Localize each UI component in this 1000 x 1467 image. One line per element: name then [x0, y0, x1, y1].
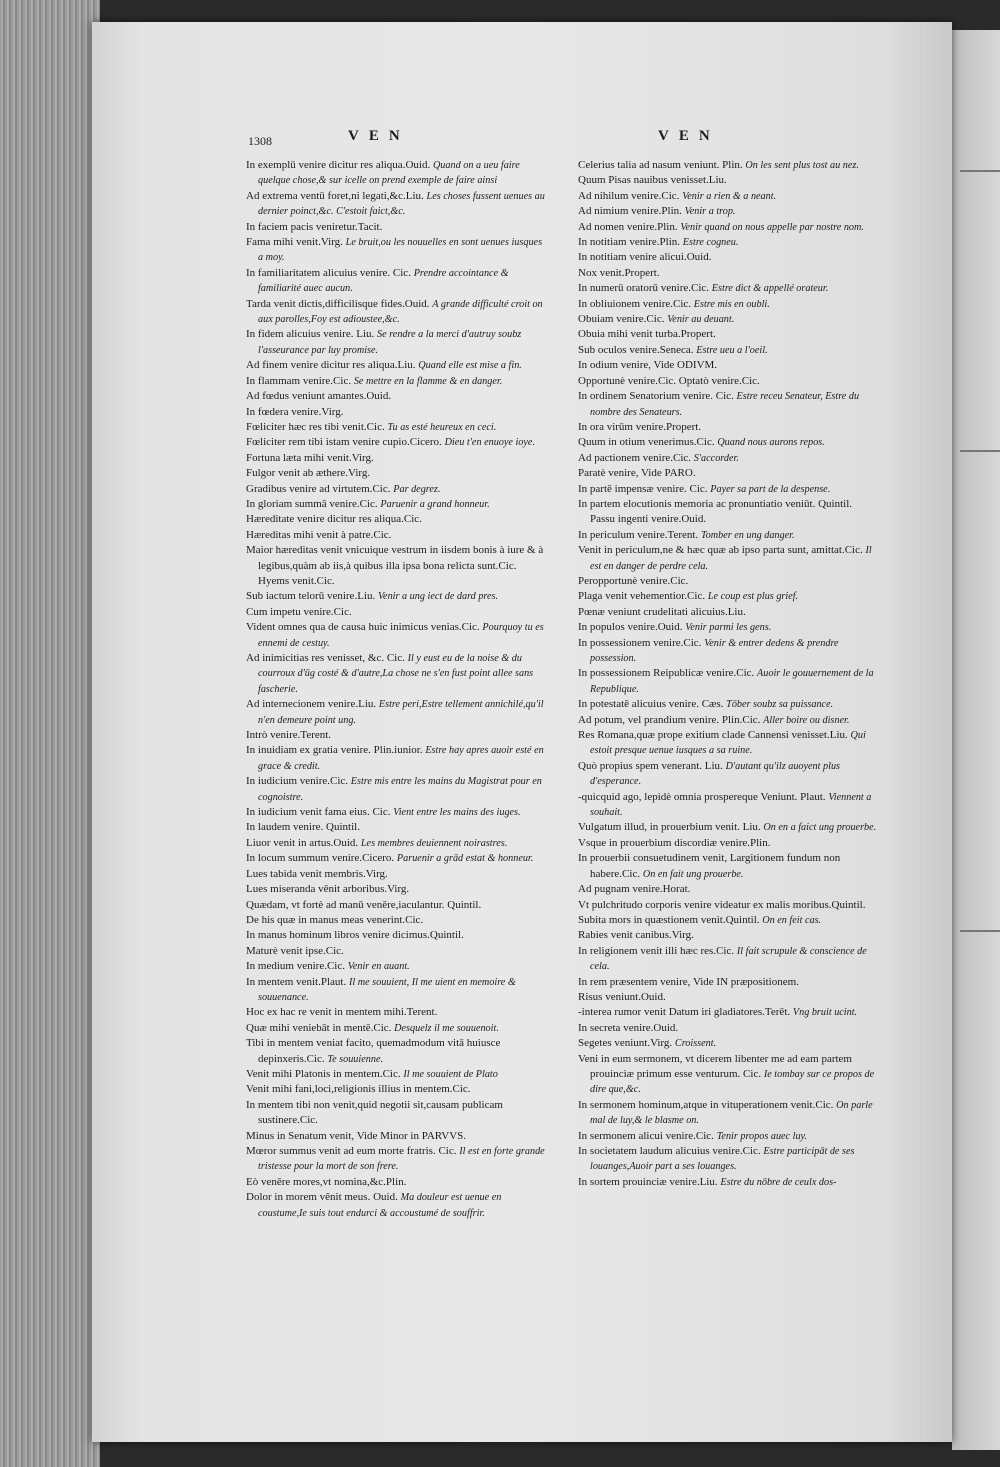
french-gloss: Dieu t'en enuoye ioye.	[444, 437, 535, 449]
french-gloss: Tomber en ung danger.	[700, 529, 795, 541]
french-gloss: Qui estoit presque uenue iusques a sa ruine.	[590, 730, 866, 757]
dictionary-entry	[578, 820, 878, 835]
french-gloss: Se mettre en la flamme & en danger.	[353, 375, 503, 387]
latin-text: Venit mihi fani,loci,religionis illius in mentem.Cic.	[246, 1083, 471, 1096]
latin-text: In populos venire.Ouid.	[578, 621, 683, 634]
dictionary-entry	[578, 697, 878, 712]
dictionary-entry	[246, 651, 546, 697]
latin-text: In iudicium venire.Cic.	[246, 775, 349, 788]
french-gloss: Estre mis en oubli.	[693, 298, 770, 310]
french-gloss: Tōber soubz sa puissance.	[726, 699, 834, 711]
french-gloss: Estre du nōbre de ceulx dos-	[720, 1176, 837, 1188]
french-gloss: Quand nous aurons repos.	[717, 437, 825, 449]
dictionary-entry	[246, 1082, 546, 1097]
latin-text: Ad pugnam venire.Horat.	[578, 883, 691, 896]
dictionary-entry	[578, 281, 878, 296]
latin-text: Ad pactionem venire.Cic.	[578, 451, 692, 464]
french-gloss: Les membres deuiennent noirastres.	[360, 837, 508, 849]
dictionary-entry	[578, 1005, 878, 1020]
french-gloss: Le coup est plus grief.	[707, 591, 799, 603]
dictionary-entry	[246, 867, 546, 882]
latin-text: Intrò venire.Terent.	[246, 729, 332, 742]
latin-text: Segetes veniunt.Virg.	[578, 1037, 673, 1050]
french-gloss: On en fait ung prouerbe.	[642, 868, 744, 880]
french-gloss: Aller boire ou disner.	[763, 714, 850, 726]
latin-text: In possessionem venire.Cic.	[578, 636, 702, 649]
latin-text: Vulgatum illud, in prouerbium venit. Liu.	[578, 821, 761, 834]
dictionary-entry	[578, 266, 878, 281]
dictionary-entry	[578, 297, 878, 312]
french-gloss: Se rendre a la merci d'autruy soubz l'asseurance par luy promise.	[258, 329, 522, 356]
latin-text: Hæreditate venire dicitur res aliqua.Cic.	[246, 513, 422, 526]
latin-text: In potestatē alicuius venire. Cæs.	[578, 698, 724, 711]
latin-text: Eò venēre mores,vt nomina,&c.Plin.	[246, 1175, 407, 1188]
french-gloss: Estre dict & appellé orateur.	[711, 283, 829, 295]
french-gloss: Pourquoy tu es ennemi de cestuy.	[258, 622, 544, 649]
french-gloss: Il me souuient, Il me uient en memoire & souuenance.	[258, 976, 516, 1003]
dictionary-entry	[246, 589, 546, 604]
latin-text: Venit in periculum,ne & hæc quæ ab ipso parta sunt, amittat.Cic.	[578, 544, 863, 557]
dictionary-entry	[246, 959, 546, 974]
latin-text: Tarda venit dictis,difficilisque fides.Ouid.	[246, 297, 430, 310]
dictionary-entry	[246, 697, 546, 728]
latin-text: Liuor venit in artus.Ouid.	[246, 836, 359, 849]
dictionary-entry	[578, 574, 878, 589]
dictionary-entry	[578, 636, 878, 667]
dictionary-entry	[578, 1098, 878, 1129]
french-gloss: Par degrez.	[393, 483, 441, 495]
latin-text: Lues miseranda vēnit arboribus.Virg.	[246, 883, 410, 896]
latin-text: In fœdera venire.Virg.	[246, 405, 344, 418]
french-gloss: Il est en danger de perdre cela.	[590, 545, 872, 572]
dictionary-entry	[246, 1036, 546, 1067]
latin-text: Ad finem venire dicitur res aliqua.Liu.	[246, 359, 416, 372]
latin-text: In mentem tibi non venit,quid negotii sit,causam publicam sustinere.Cic.	[246, 1098, 503, 1127]
latin-text: In faciem pacis veniretur.Tacit.	[246, 220, 383, 233]
dictionary-entry	[246, 1175, 546, 1190]
french-gloss: On les sent plus tost au nez.	[745, 160, 859, 171]
dictionary-entry	[578, 482, 878, 497]
latin-text: In laudem venire. Quintil.	[246, 821, 360, 834]
french-gloss: On parle mal de luy,& le blasme on.	[590, 1099, 873, 1127]
latin-text: Fortuna læta mihi venit.Virg.	[246, 451, 374, 464]
latin-text: Res Romana,quæ prope exitium clade Cannensi venisset.Liu.	[578, 729, 848, 742]
latin-text: In gloriam summā venire.Cic.	[246, 497, 378, 510]
latin-text: In sortem prouinciæ venire.Liu.	[578, 1175, 718, 1188]
latin-text: Plaga venit vehementior.Cic.	[578, 590, 706, 603]
dictionary-entry	[246, 543, 546, 589]
latin-text: Subita mors in quæstionem venit.Quintil.	[578, 913, 760, 926]
dictionary-entry	[246, 928, 546, 943]
latin-text: In fidem alicuius venire. Liu.	[246, 328, 375, 341]
dictionary-entry	[246, 266, 546, 297]
latin-text: Mœror summus venit ad eum morte fratris. Cic.	[246, 1145, 457, 1157]
dictionary-entry	[246, 358, 546, 373]
dictionary-entry	[578, 374, 878, 389]
french-gloss: Tenir propos auec luy.	[716, 1130, 808, 1142]
dictionary-entry	[578, 327, 878, 342]
dictionary-entry	[246, 820, 546, 835]
latin-text: Quædam, vt fortè ad manū venēre,iaculantur. Quintil.	[246, 898, 482, 911]
dictionary-entry	[578, 250, 878, 265]
latin-text: Quæ mihi veniebāt in mentē.Cic.	[246, 1021, 392, 1034]
dictionary-entry	[246, 220, 546, 235]
dictionary-entry	[578, 666, 878, 697]
latin-text: In ora virūm venire.Propert.	[578, 420, 702, 433]
dictionary-entry	[578, 990, 878, 1005]
french-gloss: Estre cogneu.	[682, 237, 739, 249]
next-page-text-fragment	[960, 450, 1000, 462]
latin-text: In notitiam venire alicui.Ouid.	[578, 251, 712, 264]
latin-text: Quum Pisas nauibus venisset.Liu.	[578, 174, 727, 187]
dictionary-entry	[578, 882, 878, 897]
latin-text: De his quæ in manus meas venerint.Cic.	[246, 913, 424, 926]
latin-text: Obuia mihi venit turba.Propert.	[578, 328, 716, 341]
latin-text: Risus veniunt.Ouid.	[578, 990, 666, 1003]
latin-text: In iudicium venit fama eius. Cic.	[246, 806, 391, 819]
french-gloss: Ma douleur est uenue en coustume,Ie suis tout endurci & accoustumé de souffrir.	[258, 1192, 502, 1219]
dictionary-entry	[578, 836, 878, 851]
dictionary-entry	[578, 435, 878, 450]
dictionary-entry	[246, 728, 546, 743]
latin-text: Vt pulchritudo corporis venire videatur ex malis moribus.Quintil.	[578, 898, 866, 911]
latin-text: Vident omnes qua de causa huic inimicus venias.Cic.	[246, 621, 480, 634]
dictionary-entry	[578, 1036, 878, 1051]
dictionary-entry	[246, 374, 546, 389]
latin-text: Celerius talia ad nasum veniunt. Plin.	[578, 159, 743, 171]
dictionary-entry	[246, 420, 546, 435]
latin-text: Hæreditas mihi venit à patre.Cic.	[246, 528, 392, 541]
dictionary-entry	[246, 1129, 546, 1144]
left-column	[246, 158, 546, 1221]
latin-text: Venit mihi Platonis in mentem.Cic.	[246, 1067, 401, 1080]
dictionary-entry	[578, 944, 878, 975]
french-gloss: Venir a ung iect de dard pres.	[377, 591, 499, 603]
latin-text: Maturè venit ipse.Cic.	[246, 944, 344, 957]
latin-text: Sub oculos venire.Seneca.	[578, 343, 694, 356]
dictionary-entry	[246, 451, 546, 466]
dictionary-entry	[578, 620, 878, 635]
french-gloss: Ie tombay sur ce propos de dire que,&c.	[590, 1068, 875, 1096]
french-gloss: Estre hay apres auoir esté en grace & credit.	[258, 745, 544, 772]
latin-text: In periculum venire.Terent.	[578, 528, 699, 541]
dictionary-entry	[246, 975, 546, 1006]
french-gloss: Estre receu Senateur, Estre du nombre des Senateurs.	[590, 391, 860, 418]
french-gloss: Payer sa part de la despense.	[710, 483, 831, 495]
dictionary-entry	[246, 235, 546, 266]
latin-text: In inuidiam ex gratia venire. Plin.iunior.	[246, 744, 423, 757]
latin-text: In odium venire, Vide ODIVM.	[578, 359, 718, 372]
latin-text: Vsque in prouerbium discordiæ venire.Plin.	[578, 836, 771, 849]
dictionary-entry	[246, 297, 546, 328]
dictionary-entry	[578, 389, 878, 420]
page-number: 1308	[248, 134, 272, 148]
latin-text: Veni in eum sermonem, vt dicerem libenter me ad eam partem prouinciæ primum esse venturum. Cic.	[578, 1052, 852, 1080]
dictionary-entry	[578, 1129, 878, 1144]
french-gloss: Venir a trop.	[684, 206, 736, 218]
latin-text: In prouerbii consuetudinem venit, Largitionem fundum non habere.Cic.	[578, 852, 841, 880]
dictionary-entry	[578, 220, 878, 235]
french-gloss: Estre ueu a l'oeil.	[696, 344, 768, 356]
french-gloss: On en a faict ung prouerbe.	[763, 822, 877, 834]
latin-text: Obuiam venire.Cic.	[578, 313, 665, 326]
latin-text: Ad nomen venire.Plin.	[578, 220, 678, 233]
dictionary-entry	[246, 327, 546, 358]
dictionary-entry	[246, 189, 546, 220]
latin-text: Quum in otium venerimus.Cic.	[578, 436, 715, 449]
next-page-text-fragment	[960, 170, 1000, 182]
french-gloss: Venir au deuant.	[667, 314, 735, 326]
dictionary-entry	[246, 1021, 546, 1036]
french-gloss: Croissent.	[674, 1038, 717, 1050]
dictionary-entry	[578, 759, 878, 790]
french-gloss: Estre participāt de ses louanges,Auoir part a ses louanges.	[590, 1146, 855, 1173]
french-gloss: Paruenir a grād estat & honneur.	[396, 853, 534, 865]
dictionary-entry	[578, 543, 878, 574]
latin-text: Ad inimicitias res venisset, &c. Cic.	[246, 652, 405, 664]
dictionary-entry	[246, 1098, 546, 1129]
latin-text: Sub iactum telorū venire.Liu.	[246, 590, 376, 603]
latin-text: In sermonem hominum,atque in vituperationem venit.Cic.	[578, 1098, 834, 1111]
latin-text: In religionem venit illi hæc res.Cic.	[578, 944, 735, 957]
latin-text: -interea rumor venit Datum iri gladiatores.Terēt.	[578, 1006, 791, 1019]
dictionary-entry	[578, 898, 878, 913]
french-gloss: Vng bruit ucint.	[792, 1007, 858, 1019]
latin-text: Lues tabida venit membris.Virg.	[246, 867, 388, 880]
french-gloss: Desquelz il me souuenoit.	[394, 1022, 499, 1034]
book-edge	[0, 0, 100, 1467]
dictionary-entry	[578, 1021, 878, 1036]
latin-text: Rabies venit canibus.Virg.	[578, 929, 694, 942]
dictionary-entry	[246, 805, 546, 820]
next-page-edge	[952, 30, 1000, 1450]
dictionary-entry	[246, 1144, 546, 1175]
dictionary-entry	[578, 790, 878, 821]
dictionary-entry	[578, 204, 878, 219]
dictionary-entry	[578, 235, 878, 250]
french-gloss: S'accorder.	[693, 452, 739, 464]
french-gloss: Te souuienne.	[327, 1053, 384, 1065]
dictionary-entry	[246, 512, 546, 527]
latin-text: Minus in Senatum venit, Vide Minor in PARVVS.	[246, 1129, 467, 1142]
dictionary-entry	[578, 158, 878, 173]
french-gloss: Prendre accointance & familiarité auec aucun.	[258, 267, 509, 295]
latin-text: In obliuionem venire.Cic.	[578, 297, 692, 310]
dictionary-entry	[246, 528, 546, 543]
dictionary-entry	[246, 605, 546, 620]
dictionary-entry	[578, 451, 878, 466]
french-gloss: D'autant qu'ilz auoyent plus d'esperance.	[590, 760, 840, 788]
latin-text: In rem præsentem venire, Vide IN præpositionem.	[578, 975, 799, 988]
latin-text: Ad extrema ventū foret,ni legati,&c.Liu.	[246, 189, 424, 202]
latin-text: Cum impetu venire.Cic.	[246, 605, 352, 618]
dictionary-entry	[578, 605, 878, 620]
latin-text: In notitiam venire.Plin.	[578, 236, 681, 249]
latin-text: Pœnæ veniunt crudelitati alicuius.Liu.	[578, 605, 746, 618]
dictionary-entry	[246, 836, 546, 851]
latin-text: -quicquid ago, lepidè omnia prospereque Veniunt. Plaut.	[578, 790, 826, 803]
french-gloss: Venir a rien & a neant.	[682, 190, 777, 202]
dictionary-entry	[578, 528, 878, 543]
dictionary-entry	[578, 713, 878, 728]
right-column	[578, 158, 878, 1190]
latin-text: In secreta venire.Ouid.	[578, 1021, 679, 1034]
latin-text: Opportunè venire.Cic. Optatò venire.Cic.	[578, 374, 760, 387]
latin-text: In partem elocutionis memoria ac pronuntiatio veniūt. Quintil. Passu ingenti venire.Ouid.	[578, 497, 853, 526]
latin-text: In exemplū venire dicitur res aliqua.Ouid.	[246, 159, 431, 171]
dictionary-entry	[246, 435, 546, 450]
dictionary-entry	[246, 882, 546, 897]
running-head-left: VEN	[348, 128, 410, 144]
dictionary-entry	[578, 589, 878, 604]
dictionary-entry	[246, 774, 546, 805]
latin-text: In partē impensæ venire. Cic.	[578, 482, 708, 495]
french-gloss: Quand on a ueu faire quelque chose,& sur icelle on prend exemple de faire ainsi	[258, 160, 520, 187]
dictionary-entry	[578, 1175, 878, 1190]
latin-text: Tibi in mentem veniat facito, quemadmodum vitā huiusce depinxeris.Cic.	[246, 1037, 501, 1065]
dictionary-entry	[578, 173, 878, 188]
latin-text: Fœliciter hæc res tibi venit.Cic.	[246, 420, 385, 433]
french-gloss: Vient entre les mains des iuges.	[393, 807, 521, 819]
french-gloss: Quand elle est mise a fin.	[418, 360, 522, 372]
french-gloss: Tu as esté heureux en ceci.	[387, 421, 497, 433]
dictionary-entry	[246, 1190, 546, 1221]
latin-text: Fulgor venit ab æthere.Virg.	[246, 467, 371, 480]
dictionary-entry	[578, 358, 878, 373]
latin-text: In flammam venire.Cic.	[246, 374, 352, 387]
dictionary-entry	[246, 405, 546, 420]
french-gloss: Paruenir a grand honneur.	[380, 498, 490, 510]
dictionary-entry	[578, 913, 878, 928]
dictionary-entry	[578, 728, 878, 759]
french-gloss: Venir en auant.	[347, 961, 410, 973]
french-gloss: On en feit cas.	[762, 914, 822, 926]
french-gloss: Il y eust eu de la noise & du courroux d'ūg costé & d'autre,La chose ne s'en fust point allee sans fascherie.	[258, 653, 534, 695]
latin-text: Ad internecionem venire.Liu.	[246, 698, 377, 711]
french-gloss: Venir parmi les gens.	[685, 622, 772, 634]
french-gloss: A grande difficulté croit on aux parolles,Foy est adioustee,&c.	[258, 298, 543, 326]
latin-text: Ad potum, vel prandium venire. Plin.Cic.	[578, 713, 761, 726]
dictionary-entry	[578, 851, 878, 882]
latin-text: In mentem venit.Plaut.	[246, 975, 347, 988]
french-gloss: Venir quand on nous appelle par nostre nom.	[680, 221, 864, 233]
dictionary-entry	[246, 466, 546, 481]
latin-text: In medium venire.Cic.	[246, 960, 345, 973]
dictionary-entry	[578, 928, 878, 943]
french-gloss: Il est en forte grande tristesse pour la mort de son frere.	[258, 1146, 545, 1173]
dictionary-entry	[578, 312, 878, 327]
dictionary-entry	[246, 389, 546, 404]
french-gloss: Viennent a souhait.	[590, 791, 872, 819]
dictionary-entry	[246, 743, 546, 774]
latin-text: Nox venit.Propert.	[578, 266, 660, 279]
latin-text: In locum summum venire.Cicero.	[246, 852, 395, 865]
dictionary-entry	[578, 975, 878, 990]
french-gloss: Il me souuient de Plato	[403, 1068, 498, 1080]
dictionary-entry	[578, 1052, 878, 1098]
latin-text: Ad nihilum venire.Cic.	[578, 189, 680, 202]
dictionary-entry	[246, 913, 546, 928]
dictionary-entry	[246, 944, 546, 959]
latin-text: Paratè venire, Vide PARO.	[578, 467, 696, 480]
dictionary-entry	[578, 466, 878, 481]
dictionary-entry	[578, 189, 878, 204]
latin-text: Ad fœdus veniunt amantes.Ouid.	[246, 390, 392, 403]
french-gloss: Estre peri,Estre tellement annichilé,qu'il n'en demeure point ung.	[258, 699, 544, 726]
french-gloss: Les choses fussent uenues au dernier poinct,&c. C'estoit faict,&c.	[258, 190, 545, 218]
running-head-right: VEN	[658, 128, 720, 144]
latin-text: Ad nimium venire.Plin.	[578, 205, 682, 218]
next-page-text-fragment	[960, 930, 1000, 942]
dictionary-entry	[246, 482, 546, 497]
dictionary-entry	[578, 1144, 878, 1175]
latin-text: In manus hominum libros venire dicimus.Quintil.	[246, 929, 464, 942]
french-gloss: Venir & entrer dedens & prendre possession.	[590, 637, 839, 664]
latin-text: In familiaritatem alicuius venire. Cic.	[246, 266, 411, 279]
french-gloss: Il fait scrupule & conscience de cela.	[590, 945, 867, 973]
dictionary-entry	[578, 497, 878, 528]
dictionary-entry	[246, 851, 546, 866]
latin-text: Gradibus venire ad virtutem.Cic.	[246, 482, 391, 495]
latin-text: Hoc ex hac re venit in mentem mihi.Terent.	[246, 1006, 438, 1019]
dictionary-entry	[246, 898, 546, 913]
dictionary-entry	[246, 1067, 546, 1082]
dictionary-entry	[578, 420, 878, 435]
latin-text: In numerū oratorū venire.Cic.	[578, 282, 710, 295]
latin-text: In possessionem Reipublicæ venire.Cic.	[578, 667, 755, 680]
latin-text: In societatem laudum alicuius venire.Cic.	[578, 1145, 761, 1157]
latin-text: Dolor in morem vēnit meus. Ouid.	[246, 1191, 398, 1204]
latin-text: Fœliciter rem tibi istam venire cupio.Cicero.	[246, 436, 442, 449]
latin-text: In sermonem alicui venire.Cic.	[578, 1129, 714, 1142]
french-gloss: Estre mis entre les mains du Magistrat pour en cognoistre.	[258, 776, 542, 803]
dictionary-entry	[246, 497, 546, 512]
latin-text: Peropportunè venire.Cic.	[578, 574, 689, 587]
latin-text: In ordinem Senatorium venire. Cic.	[578, 390, 734, 403]
dictionary-entry	[246, 158, 546, 189]
dictionary-entry	[246, 1005, 546, 1020]
french-gloss: Le bruit,ou les nouuelles en sont uenues iusques a moy.	[258, 237, 543, 264]
dictionary-entry	[578, 343, 878, 358]
latin-text: Fama mihi venit.Virg.	[246, 236, 343, 249]
latin-text: Quò propius spem venerant. Liu.	[578, 759, 723, 772]
latin-text: Maior hæreditas venit vnicuique vestrum in iisdem bonis à iure & à legibus,quàm ab iis,à quibus illa ipsa bona relicta sunt.Cic. Hyems venit.Cic.	[246, 544, 544, 587]
french-gloss: Auoir le gouuernement de la Republique.	[590, 668, 874, 695]
dictionary-entry	[246, 620, 546, 651]
